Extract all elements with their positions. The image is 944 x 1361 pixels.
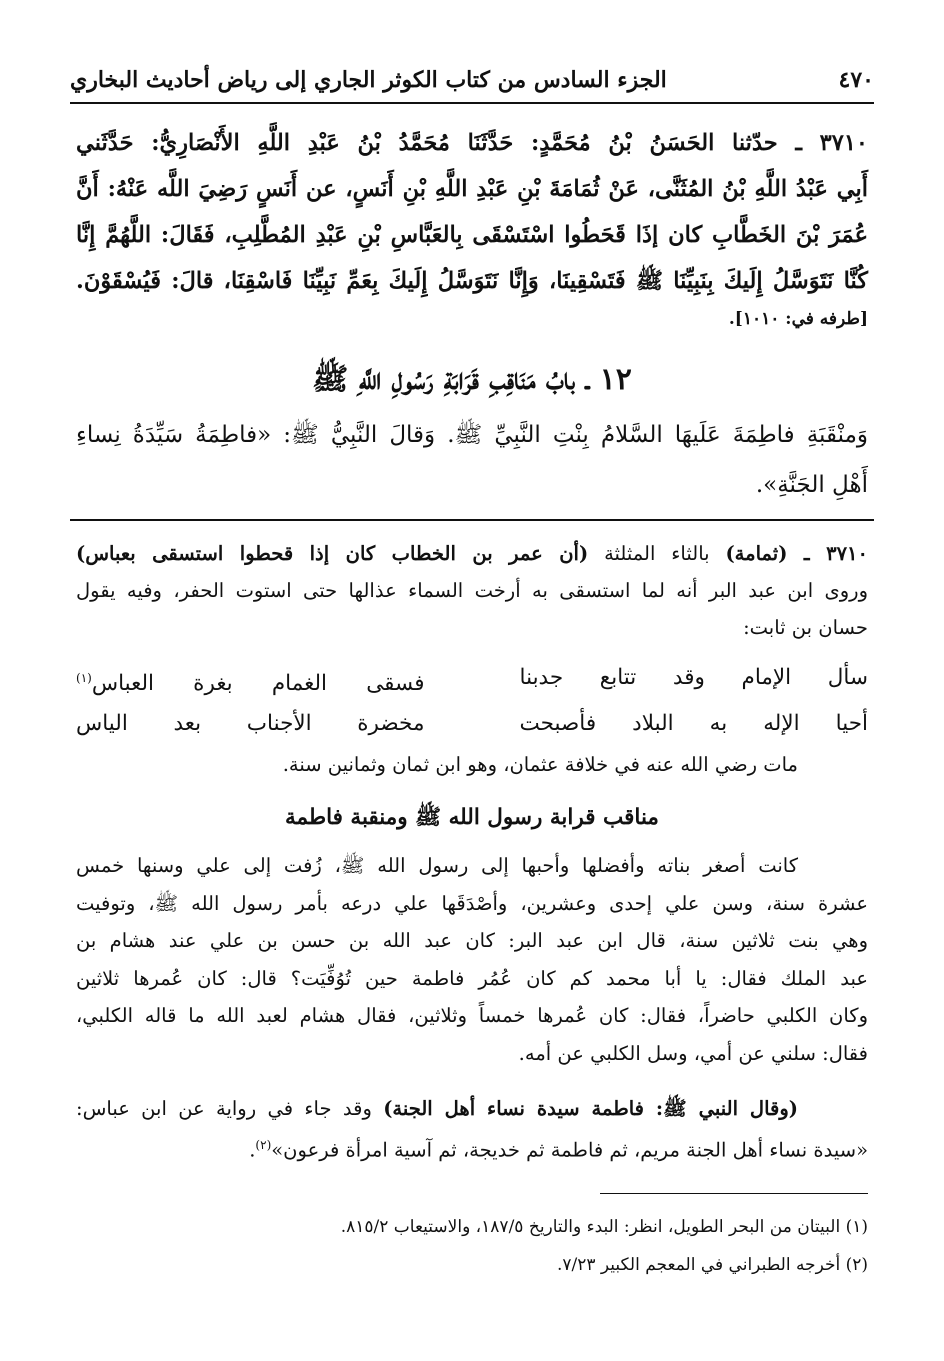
poem-hemistich: سأل الإمام وقد تتابع جدبنا — [519, 665, 868, 690]
note-quote: (وقال النبي ﷺ: فاطمة سيدة نساء أهل الجنة) — [383, 1097, 798, 1120]
running-title: الجزء السادس من كتاب الكوثر الجاري إلى رياض أحاديث البخاري — [70, 67, 667, 93]
poem-verse — [76, 704, 868, 744]
biography — [76, 847, 868, 1072]
note-line — [76, 1127, 868, 1169]
chapter-title: ١٢ ـ بابُ مَنَاقِبِ قَرَابَةِ رَسُولِ اللَّهِ ﷺ — [312, 362, 632, 397]
cross-reference: [طرفه في: ١٠١٠]. — [728, 309, 868, 329]
chapter-description-line: أَهْلِ الجَنَّةِ». — [755, 472, 868, 498]
footnotes — [76, 1208, 868, 1284]
hadith-line: أَبِي عَبْدُ اللَّهِ بْنُ المُثَنَّى، عَنْ ثُمَامَةَ بْنِ عَبْدِ اللَّهِ بْنِ أَنَسٍ، عن أَنَسٍ رَضِيَ اللَّه عَنْهُ: أَنَّ — [76, 176, 868, 202]
hadith-text — [76, 120, 868, 304]
footnote-marker[interactable]: (٢) — [255, 1138, 272, 1152]
note-text: «سيدة نساء أهل الجنة مريم، ثم فاطمة ثم خديجة، ثم آسية امرأة فرعون» — [271, 1138, 868, 1162]
biography-line: فقال: سلني عن أمي، وسل الكلبي عن أمه. — [518, 1041, 868, 1065]
footnote: (٢) أخرجه الطبراني في المعجم الكبير ٧/٢٣. — [556, 1255, 868, 1275]
section-divider — [70, 519, 874, 521]
death-note: مات رضي الله عنه في خلافة عثمان، وهو ابن ثمان وثمانين سنة. — [282, 753, 798, 776]
poem-hemistich: أحيا الإله به البلاد فأصبحت — [519, 711, 868, 737]
biography-line: عشرة سنة، وسن علي إحدى وعشرين، وأصْدَقَها علي درعه بأمر رسول الله ﷺ، وتوفيت — [76, 891, 868, 915]
note-line — [76, 1090, 868, 1127]
hadith-line: عُمَرَ بْنَ الخَطَّابِ كان إذَا قَحَطُوا اسْتَسْقَى بِالعَبَّاسِ بْنِ عَبْدِ المُطَّلِبِ، فَقَالَ: اللَّهُمَّ إِنَّا — [76, 222, 868, 248]
hadith-line: كُنَّا نَتَوَسَّلُ إِلَيكَ بِنَبِيِّنَا ﷺ فَتَسْقِينَا، وَإِنَّا نَتَوَسَّلُ إِلَيكَ بِعَمِّ نَبِيِّنَا فَاسْقِنَا، قالَ: فَيُسْقَوْنَ. — [76, 268, 868, 294]
footnote: (١) البيتان من البحر الطويل، انظر: البدء والتاريخ ١٨٧/٥، والاستيعاب ٨١٥/٢. — [340, 1217, 868, 1237]
page-number: ٤٧٠ — [838, 67, 874, 93]
biography-line: وكان الكلبي حاضراً، فقال: كان عُمرها خمساً وثلاثين، فقال هشام لعبد الله ما قاله الكلبي، — [76, 1004, 868, 1027]
commentary-line — [76, 535, 868, 572]
commentary-gloss: بالثاء المثلثة — [588, 542, 726, 565]
note-text: وقد جاء في رواية عن ابن عباس: — [76, 1097, 384, 1120]
page-header — [70, 58, 874, 104]
commentary-lead: ٣٧١٠ ـ (ثمامة) — [725, 542, 868, 565]
poem — [76, 658, 868, 744]
poem-verse — [76, 658, 868, 704]
poem-hemistich: مخضرة الأجناب بعد الياس — [76, 711, 425, 737]
commentary-line: حسان بن ثابت: — [743, 616, 868, 639]
footnote-divider — [600, 1193, 868, 1194]
chapter-description — [76, 410, 868, 510]
footnote-marker[interactable]: (١) — [76, 671, 92, 685]
prophet-saying-note — [76, 1090, 868, 1169]
chapter-description-line: وَمنْقَبَةِ فاطِمَةَ عَلَيهَا السَّلامُ بِنْتِ النَّبِيِّ ﷺ. وَقالَ النَّبِيُّ ﷺ: «فاطِمَةُ سَيِّدَةُ نِساءِ — [76, 422, 868, 448]
biography-line: وهي بنت ثلاثين سنة، قال ابن عبد البر: كان عبد الله بن حسن بن علي عند هشام بن — [76, 929, 868, 952]
note-text: . — [249, 1138, 256, 1162]
commentary-line: وروى ابن عبد البر أنه لما استسقى به أرخت السماء عذالها حتى استوت الحفر، وفيه يقول — [76, 579, 868, 602]
biography-line: كانت أصغر بناته وأفضلها وأحبها إلى رسول الله ﷺ، زُفت إلى علي وسنها خمس — [76, 854, 798, 877]
poem-hemistich — [76, 658, 424, 704]
commentary — [76, 535, 868, 646]
hadith-line: ٣٧١٠ ـ حدّثنا الحَسَنُ بْنُ مُحَمَّدٍ: حَدَّثَنَا مُحَمَّدُ بْنُ عَبْدِ اللَّهِ الأَنْصَارِيُّ: حَدَّثَني — [76, 130, 868, 156]
commentary-quote: (أن عمر بن الخطاب كان إذا قحطوا استسقى بعباس) — [76, 542, 589, 565]
poem-hemistich-text: فسقى الغمام بغرة العباس — [91, 671, 425, 697]
section-subheading: مناقب قرابة رسول الله ﷺ ومنقبة فاطمة — [285, 805, 659, 830]
biography-line: عبد الملك فقال: يا أبا محمد كم كان عُمُر فاطمة حين تُوُفِّيَت؟ قال: كان عُمرها ثلاثين — [76, 966, 868, 990]
